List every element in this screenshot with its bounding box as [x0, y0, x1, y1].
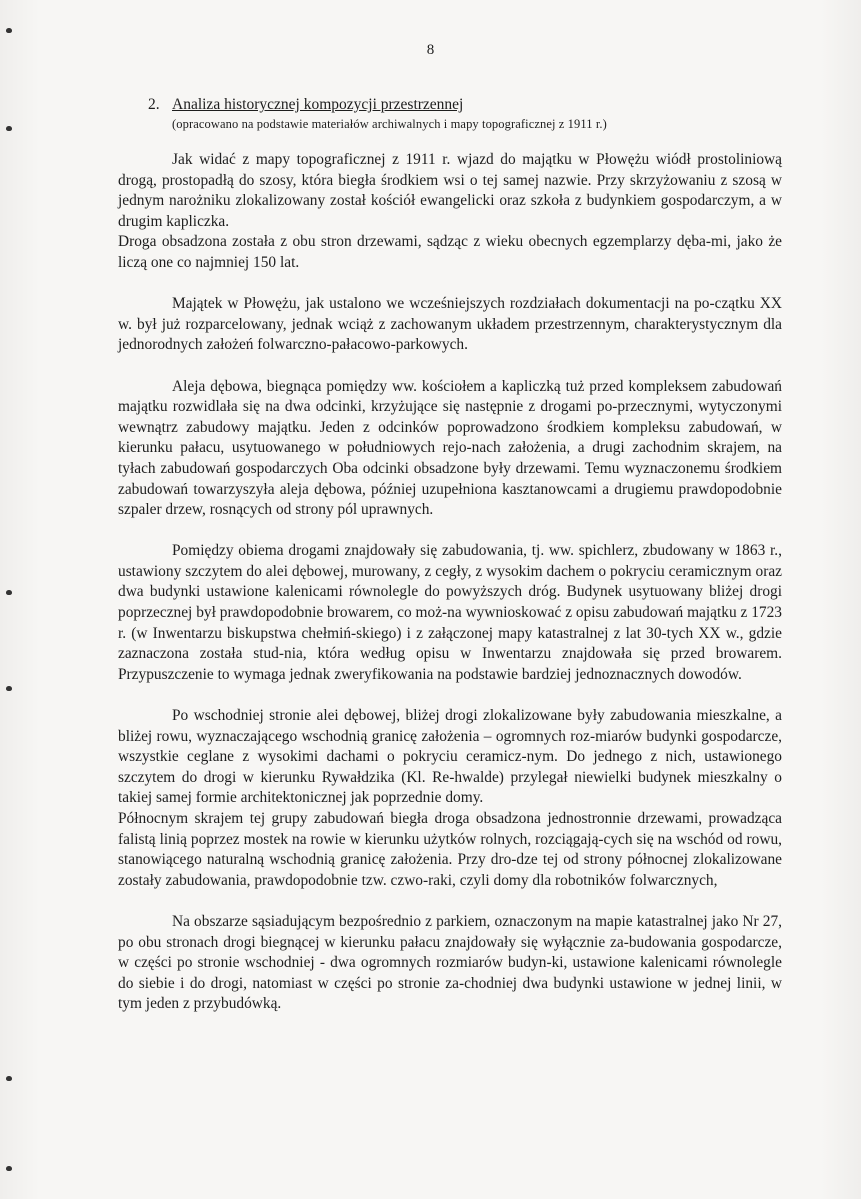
- paragraph: Majątek w Płowężu, jak ustalono we wcześniejszych rozdziałach dokumentacji na po-czątku XX w. był już rozparcelowany, jednak wciąż z zachowanym układem przestrzennym, charakterystycznym dla jednorodnych założeń folwarczno-pałacowo-parkowych.: [118, 295, 782, 354]
- paragraph: Po wschodniej stronie alei dębowej, bliżej drogi zlokalizowane były zabudowania mieszkalne, a bliżej rowu, wyznaczającego wschodnią granicę założenia – ogromnych roz-miarów budynki gospodarcze, wszystkie ceglane z wysokimi dachami o pokryciu ceramicz-nym. Do jednego z nich, ustawionego szczytem do drogi w kierunku Rywałdzika (Kl. Re-hwalde) przylegał niewielki budynek mieszkalny o takiej samej formie architektonicznej jak poprzednie domy.: [118, 707, 782, 807]
- section-heading: [148, 96, 463, 114]
- punch-hole-mark: [4, 28, 14, 34]
- punch-hole-mark: [4, 126, 14, 132]
- paragraph: Pomiędzy obiema drogami znajdowały się zabudowania, tj. ww. spichlerz, zbudowany w 1863 r., ustawiony szczytem do alei dębowej, murowany, z cegły, z wysokim dachem o pokryciu ceramicznym oraz dwa budynki ustawione kalenicami równolegle do powyższych dróg. Budynek usytuowany bliżej drogi poprzecznej był prawdopodobnie browarem, co moż-na wywnioskować z opisu zabudowań majątku z 1723 r. (w Inwentarzu biskupstwa chełmiń-skiego) i z załączonej mapy katastralnej z lat 30-tych XX w., gdzie zaznaczona została stud-nia, która według opisu w Inwentarzu znajdowała się przed browarem. Przypuszczenie to wymaga jednak zweryfikowania na podstawie bardziej jednoznacznych dowodów.: [118, 542, 782, 683]
- paragraph: Aleja dębowa, biegnąca pomiędzy ww. kościołem a kapliczką tuż przed kompleksem zabudowań majątku rozwidlała się na dwa odcinki, krzyżujące się następnie z drogami po-przecznymi, wytyczonymi wewnątrz zabudowy majątku. Jeden z odcinków poprowadzono środkiem kompleksu zabudowań, w kierunku pałacu, usytuowanego w południowych rejo-nach założenia, a drugi zachodnim skrajem, na tyłach zabudowań gospodarczych Oba odcinki obsadzone były drzewami. Temu wyznaczonemu środkiem zabudowań towarzyszyła aleja dębowa, później uzupełniona kasztanowcami a drugiemu prawdopodobnie szpaler drzew, rosnących od strony pól uprawnych.: [118, 377, 782, 519]
- paragraph: Północnym skrajem tej grupy zabudowań biegła droga obsadzona jednostronnie drzewami, prowadząca falistą linią poprzez mostek na rowie w kierunku użytków rolnych, rozciągają-cych się na wschód od rowu, stanowiącego naturalną wschodnią granicę założenia. Przy dro-dze tej od strony północnej zlokalizowane zostały zabudowania, prawdopodobnie tzw. czwo-raki, czyli domy dla robotników folwarcznych,: [118, 810, 782, 889]
- section-subtitle: (opracowano na podstawie materiałów archiwalnych i mapy topograficznej z 1911 r.): [172, 117, 607, 131]
- section-title: Analiza historycznej kompozycji przestrzennej: [172, 96, 464, 113]
- punch-hole-mark: [4, 590, 14, 596]
- punch-hole-mark: [4, 1076, 14, 1082]
- page-number: 8: [426, 42, 435, 58]
- punch-hole-mark: [4, 1166, 14, 1172]
- paragraph: Jak widać z mapy topograficznej z 1911 r. wjazd do majątku w Płowężu wiódł prostoliniową drogą, prostopadłą do szosy, która biegła środkiem wsi o tej samej nazwie. Przy skrzyżowaniu z szosą w jednym narożniku zlokalizowany został kościół ewangelicki oraz szkoła z budynkiem gospodarczym, a w drugim kapliczka.: [118, 151, 782, 230]
- punch-hole-mark: [4, 686, 14, 692]
- paragraph: Na obszarze sąsiadującym bezpośrednio z parkiem, oznaczonym na mapie katastralnej jako Nr 27, po obu stronach drogi biegnącej w kierunku pałacu znajdowały się wyłącznie za-budowania gospodarcze, w części po stronie wschodniej - dwa ogromnych rozmiarów budyn-ki, ustawione kalenicami równolegle do siebie i do drogi, natomiast w części po stronie za-chodniej dwa budynki ustawione w jednej linii, w tym jeden z przybudówką.: [118, 912, 782, 1013]
- body-text: [118, 150, 782, 1036]
- section-number: 2.: [148, 96, 160, 113]
- paragraph: Droga obsadzona została z obu stron drzewami, sądząc z wieku obecnych egzemplarzy dęba-mi, jako że liczą one co najmniej 150 lat.: [118, 233, 782, 271]
